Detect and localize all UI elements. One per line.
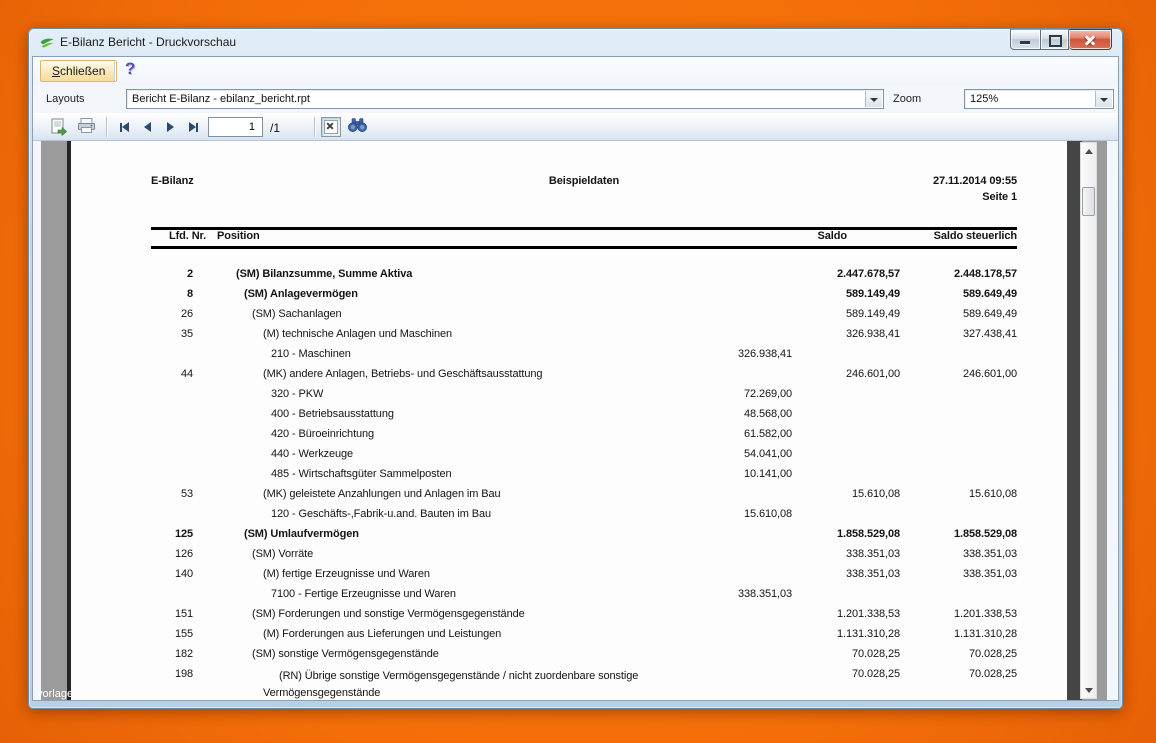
page-total-label: /1	[270, 121, 281, 135]
row-saldo-steuerlich: 1.858.529,08	[953, 528, 1017, 540]
menubar	[33, 57, 1118, 85]
row-saldo-steuerlich: 246.601,00	[962, 368, 1017, 380]
row-amount: 15.610,08	[743, 508, 792, 520]
row-position: 400 - Betriebsausstattung	[271, 408, 394, 420]
vertical-scrollbar[interactable]	[1080, 142, 1097, 699]
row-saldo: 1.858.529,08	[836, 528, 900, 540]
report-page	[67, 141, 1067, 700]
row-lfd-nr: 35	[180, 328, 193, 340]
row-saldo: 326.938,41	[845, 328, 900, 340]
help-icon[interactable]: ?	[125, 59, 136, 78]
row-position: (SM) sonstige Vermögensgegenstände	[252, 648, 439, 660]
report-row	[151, 605, 1017, 625]
row-amount: 54.041,00	[743, 448, 792, 460]
chevron-down-icon[interactable]	[865, 91, 882, 107]
row-amount: 72.269,00	[743, 388, 792, 400]
row-position: (SM) Umlaufvermögen	[244, 528, 359, 540]
row-lfd-nr: 26	[180, 308, 193, 320]
row-amount: 338.351,03	[737, 588, 792, 600]
row-amount: 326.938,41	[737, 348, 792, 360]
row-saldo-steuerlich: 589.649,49	[962, 308, 1017, 320]
report-row	[151, 305, 1017, 325]
report-row	[151, 525, 1017, 545]
row-lfd-nr: 125	[174, 528, 193, 540]
report-row	[151, 405, 1017, 425]
report-row	[151, 385, 1017, 405]
row-saldo-steuerlich: 70.028,25	[968, 668, 1017, 680]
maximize-button[interactable]	[1041, 29, 1069, 50]
print-preview-area[interactable]	[41, 141, 1107, 700]
row-saldo: 1.131.310,28	[836, 628, 900, 640]
report-row	[151, 465, 1017, 485]
scroll-up-icon[interactable]	[1081, 143, 1096, 159]
report-row	[151, 645, 1017, 665]
row-amount: 61.582,00	[743, 428, 792, 440]
row-position: 7100 - Fertige Erzeugnisse und Waren	[271, 588, 456, 600]
row-lfd-nr: 126	[174, 548, 193, 560]
zoom-select[interactable]	[964, 89, 1114, 109]
close-icon	[1084, 34, 1096, 46]
row-position: 485 - Wirtschaftsgüter Sammelposten	[271, 468, 452, 480]
minimize-icon	[1020, 41, 1030, 44]
row-position: (SM) Anlagevermögen	[244, 288, 358, 300]
schliessen-label-initial: S	[52, 64, 61, 78]
toolbar-separator	[114, 61, 115, 81]
row-position: 320 - PKW	[271, 388, 324, 400]
column-header-saldo-steuerlich: Saldo steuerlich	[933, 230, 1017, 242]
layout-select-value: Bericht E-Bilanz - ebilanz_bericht.rpt	[132, 93, 310, 105]
zoom-select-value: 125%	[970, 93, 999, 105]
close-button[interactable]	[1069, 29, 1112, 50]
layout-select[interactable]	[126, 89, 884, 109]
report-row	[151, 625, 1017, 645]
schliessen-button[interactable]	[40, 60, 117, 82]
row-position: 440 - Werkzeuge	[271, 448, 354, 460]
row-saldo-steuerlich: 589.649,49	[962, 288, 1017, 300]
schliessen-label-rest: chließen	[60, 64, 106, 78]
row-lfd-nr: 151	[174, 608, 193, 620]
layouts-label: Layouts	[46, 93, 85, 105]
row-lfd-nr: 182	[174, 648, 193, 660]
first-page-icon[interactable]	[113, 117, 135, 137]
app-logo-icon	[39, 34, 55, 50]
report-subtitle: Beispieldaten	[548, 175, 620, 187]
report-row	[151, 325, 1017, 345]
row-position: (SM) Vorräte	[252, 548, 314, 560]
row-lfd-nr: 2	[186, 268, 193, 280]
report-row	[151, 445, 1017, 465]
report-row	[151, 285, 1017, 305]
row-position: (M) technische Anlagen und Maschinen	[263, 328, 453, 340]
row-lfd-nr: 198	[174, 668, 193, 680]
app-window	[28, 28, 1123, 709]
search-icon[interactable]	[347, 117, 368, 137]
print-icon[interactable]	[77, 117, 97, 137]
row-lfd-nr: 140	[174, 568, 193, 580]
row-saldo-steuerlich: 1.201.338,53	[953, 608, 1017, 620]
row-position: (RN) Übrige sonstige Vermögensgegenstände / nicht zuordenbare sonstige Vermögensgegenstände	[263, 670, 639, 699]
row-saldo: 589.149,49	[845, 308, 900, 320]
x-box-icon	[324, 120, 338, 134]
client-area	[32, 56, 1119, 701]
row-position: (SM) Forderungen und sonstige Vermögensgegenstände	[252, 608, 525, 620]
row-saldo: 70.028,25	[851, 668, 900, 680]
row-amount: 10.141,00	[743, 468, 792, 480]
report-title: E-Bilanz	[151, 175, 194, 187]
row-position: (MK) geleistete Anzahlungen und Anlagen im Bau	[263, 488, 501, 500]
row-lfd-nr: 155	[174, 628, 193, 640]
export-report-icon[interactable]	[49, 117, 69, 137]
row-lfd-nr: 8	[186, 288, 193, 300]
column-header-saldo: Saldo	[817, 230, 847, 242]
previous-page-icon[interactable]	[136, 117, 158, 137]
scroll-down-icon[interactable]	[1081, 682, 1096, 698]
scrollbar-thumb[interactable]	[1082, 187, 1095, 216]
row-amount: 48.568,00	[743, 408, 792, 420]
row-position: (M) fertige Erzeugnisse und Waren	[263, 568, 430, 580]
row-saldo-steuerlich: 338.351,03	[962, 568, 1017, 580]
next-page-icon[interactable]	[159, 117, 181, 137]
row-position: (MK) andere Anlagen, Betriebs- und Geschäftsausstattung	[263, 368, 543, 380]
column-header-position: Position	[217, 230, 260, 242]
row-saldo: 2.447.678,57	[836, 268, 900, 280]
row-position: 120 - Geschäfts-,Fabrik-u.and. Bauten im Bau	[271, 508, 491, 520]
row-saldo: 1.201.338,53	[836, 608, 900, 620]
report-row	[151, 265, 1017, 285]
row-saldo-steuerlich: 338.351,03	[962, 548, 1017, 560]
report-row	[151, 425, 1017, 445]
titlebar[interactable]	[28, 28, 1123, 56]
report-row	[151, 565, 1017, 585]
toolbar-separator	[314, 117, 315, 137]
row-saldo-steuerlich: 327.438,41	[962, 328, 1017, 340]
report-row	[151, 545, 1017, 565]
row-saldo: 338.351,03	[845, 568, 900, 580]
status-text: vorlage	[37, 688, 74, 700]
layout-bar	[33, 85, 1118, 113]
report-row	[151, 485, 1017, 505]
report-rows	[151, 265, 1017, 699]
row-saldo-steuerlich: 1.131.310,28	[953, 628, 1017, 640]
row-lfd-nr: 53	[180, 488, 193, 500]
minimize-button[interactable]	[1010, 29, 1041, 50]
report-datetime: 27.11.2014 09:55	[932, 175, 1017, 187]
row-position: (SM) Bilanzsumme, Summe Aktiva	[236, 268, 413, 280]
row-saldo: 338.351,03	[845, 548, 900, 560]
row-position: 210 - Maschinen	[271, 348, 351, 360]
window-controls	[1010, 29, 1112, 50]
row-saldo: 246.601,00	[845, 368, 900, 380]
report-page-number: Seite 1	[982, 191, 1017, 203]
report-row	[151, 585, 1017, 605]
report-row	[151, 345, 1017, 365]
row-saldo: 589.149,49	[845, 288, 900, 300]
report-row	[151, 665, 1017, 699]
chevron-down-icon[interactable]	[1095, 91, 1112, 107]
row-saldo: 15.610,08	[851, 488, 900, 500]
row-saldo: 70.028,25	[851, 648, 900, 660]
table-rule-bottom	[151, 246, 1017, 249]
row-saldo-steuerlich: 70.028,25	[968, 648, 1017, 660]
maximize-icon	[1049, 35, 1062, 47]
window-title: E-Bilanz Bericht - Druckvorschau	[60, 35, 237, 49]
row-position: (M) Forderungen aus Lieferungen und Leistungen	[263, 628, 502, 640]
toolbar-separator	[106, 117, 107, 137]
last-page-icon[interactable]	[182, 117, 204, 137]
row-position: 420 - Büroeinrichtung	[271, 428, 375, 440]
row-position: (SM) Sachanlagen	[252, 308, 342, 320]
page-number-input[interactable]	[208, 117, 263, 137]
row-saldo-steuerlich: 2.448.178,57	[953, 268, 1017, 280]
preview-toolbar	[33, 113, 1118, 141]
report-row	[151, 365, 1017, 385]
zoom-label: Zoom	[893, 93, 922, 105]
report-row	[151, 505, 1017, 525]
column-header-lfd-nr: Lfd. Nr.	[169, 230, 207, 242]
close-preview-icon[interactable]	[321, 117, 341, 137]
row-saldo-steuerlich: 15.610,08	[968, 488, 1017, 500]
row-lfd-nr: 44	[180, 368, 193, 380]
